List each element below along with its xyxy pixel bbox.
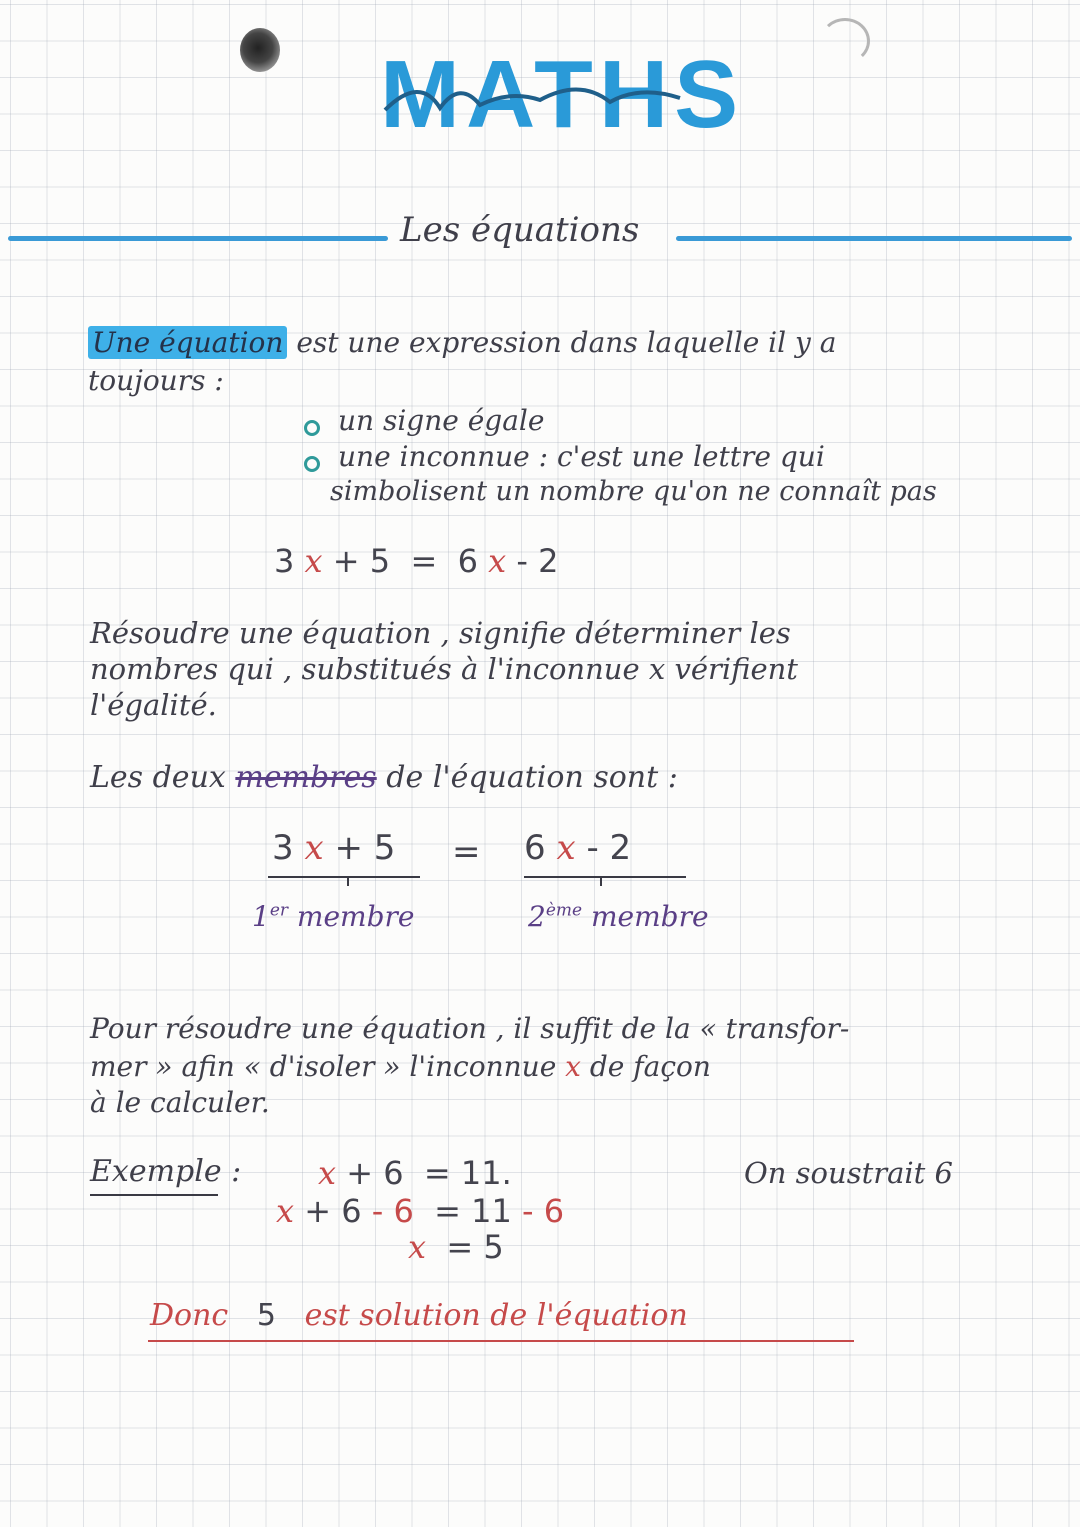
exemple-row-3 — [408, 1228, 504, 1266]
row2-right: = 11 — [434, 1192, 512, 1230]
binder-hole-right — [820, 18, 870, 64]
resoudre-line2a: nombres qui , substitués à l'inconnue — [90, 652, 640, 686]
row3-right: = 5 — [446, 1228, 504, 1266]
bullet-item-2: une inconnue : c'est une lettre qui — [338, 440, 825, 473]
resoudre-unknown: x — [648, 652, 666, 686]
pour-line2a: mer » afin « d'isoler » l'inconnue — [90, 1050, 557, 1083]
bullet-icon — [304, 420, 320, 436]
title-scribble — [380, 70, 710, 130]
label-first-num: 1 — [252, 900, 270, 933]
exemple-note: On soustrait 6 — [744, 1156, 953, 1190]
label-second-member — [528, 900, 709, 933]
eq-op-2: - 2 — [516, 542, 559, 580]
left-member-unknown: x — [304, 828, 324, 868]
exemple-underline — [90, 1194, 218, 1196]
pour-line2 — [90, 1050, 711, 1083]
section-rule-right — [676, 236, 1072, 241]
right-member-coef: 6 — [524, 828, 546, 868]
exemple-label: Exemple : — [90, 1154, 242, 1189]
definition-line1-rest: est une expression dans laquelle il y a — [296, 326, 837, 359]
label-first-word: membre — [296, 900, 415, 933]
bullet-item-1: un signe égale — [338, 404, 545, 437]
left-member-const: + 5 — [334, 828, 396, 868]
label-second-sup: ème — [545, 900, 583, 921]
label-first-sup: er — [269, 900, 289, 921]
eq-unknown-1: x — [304, 542, 323, 580]
conclusion-rest: est solution de l'équation — [304, 1298, 688, 1333]
members-equals: = — [452, 832, 481, 872]
conclusion-underline — [148, 1340, 854, 1342]
eq-unknown-2: x — [488, 542, 507, 580]
label-second-num: 2 — [528, 900, 546, 933]
row1-left: + 6 — [346, 1154, 404, 1192]
right-member — [524, 828, 631, 868]
eq-op-1: + 5 — [332, 542, 391, 580]
conclusion-value: 5 — [256, 1298, 276, 1333]
section-title: Les équations — [400, 210, 640, 250]
example-equation — [274, 542, 558, 580]
right-member-tick — [600, 876, 602, 886]
membres-intro-b: de l'équation sont : — [386, 760, 678, 795]
label-second-word: membre — [590, 900, 709, 933]
resoudre-line3: l'égalité. — [90, 688, 217, 722]
label-first-member — [252, 900, 414, 933]
section-rule-left — [8, 236, 388, 241]
bullet-icon — [304, 456, 320, 472]
left-member — [272, 828, 395, 868]
eq-equals: = — [410, 542, 438, 580]
pour-line2b: de façon — [589, 1050, 711, 1083]
row3-unknown: x — [408, 1228, 427, 1266]
row2-minus: - 6 — [371, 1192, 414, 1230]
resoudre-line1: Résoudre une équation , signifie déterminer les — [90, 616, 791, 650]
pour-line1: Pour résoudre une équation , il suffit de la « transfor- — [90, 1012, 850, 1045]
resoudre-line2b: vérifient — [674, 652, 798, 686]
left-member-coef: 3 — [272, 828, 294, 868]
right-member-const: - 2 — [586, 828, 632, 868]
exemple-row-2 — [276, 1192, 564, 1230]
left-member-tick — [347, 876, 349, 886]
membres-intro-a: Les deux — [90, 760, 226, 795]
right-member-underline — [524, 876, 686, 878]
highlighted-term: Une équation — [88, 326, 287, 359]
eq-coef-b: 6 — [457, 542, 478, 580]
pour-line3: à le calculer. — [90, 1086, 270, 1119]
conclusion-donc: Donc — [150, 1298, 229, 1333]
pour-unknown: x — [565, 1050, 581, 1083]
row1-right: = 11. — [423, 1154, 512, 1192]
page-title: MATHS — [380, 41, 745, 148]
left-member-underline — [268, 876, 420, 878]
row2-left: + 6 — [304, 1192, 362, 1230]
bullet-item-2-continued: simbolisent un nombre qu'on ne connaît pas — [330, 476, 937, 507]
row2-minus-right: - 6 — [522, 1192, 565, 1230]
right-member-unknown: x — [556, 828, 576, 868]
conclusion — [150, 1298, 688, 1333]
row2-unknown: x — [276, 1192, 295, 1230]
membres-word: membres — [235, 760, 377, 795]
binder-hole-left — [240, 28, 280, 72]
definition-line1 — [88, 326, 836, 359]
resoudre-line2 — [90, 652, 798, 686]
definition-line2: toujours : — [88, 364, 224, 397]
membres-intro — [90, 760, 678, 795]
eq-coef-a: 3 — [274, 542, 295, 580]
row1-unknown: x — [318, 1154, 337, 1192]
exemple-row-1 — [318, 1154, 512, 1192]
